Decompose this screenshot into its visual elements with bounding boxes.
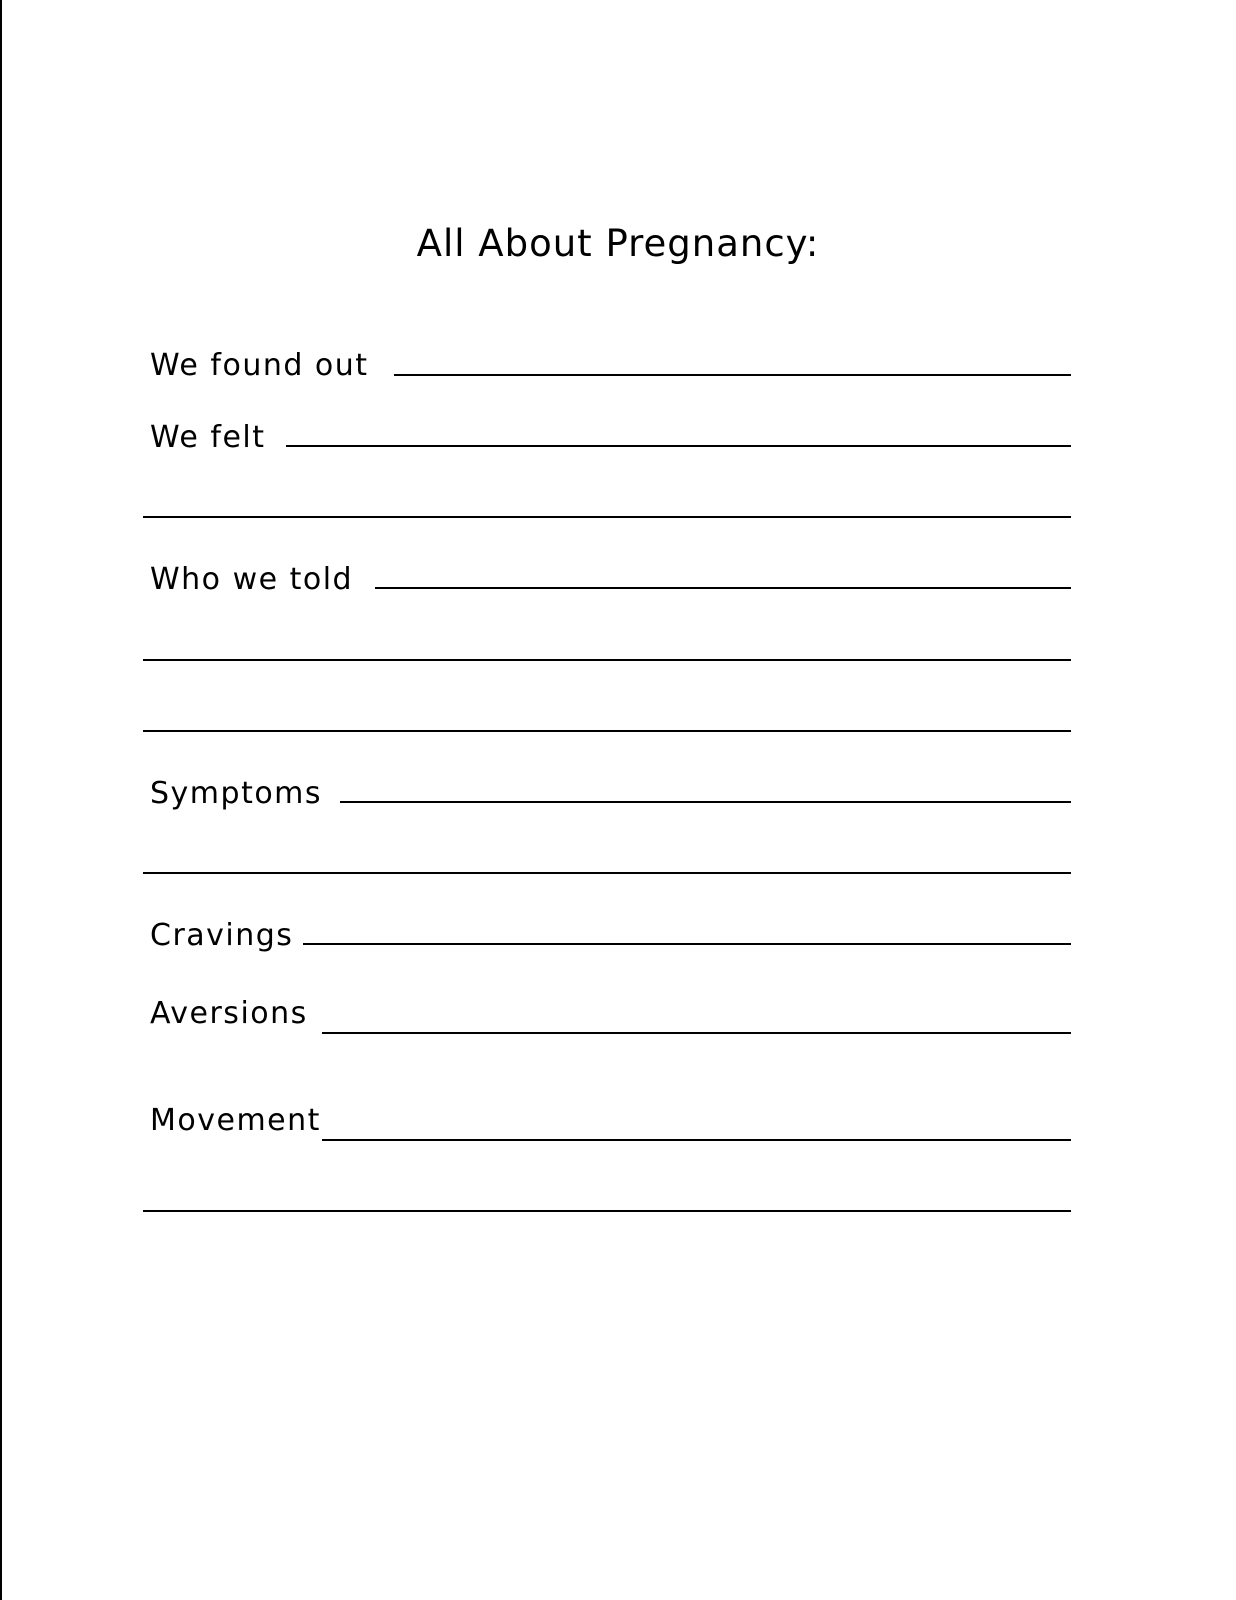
answer-line-who-we-told-continued[interactable] [143, 659, 1071, 661]
answer-line-symptoms-continued[interactable] [143, 872, 1071, 874]
answer-line-movement[interactable] [322, 1139, 1071, 1141]
answer-line-aversions[interactable] [322, 1032, 1071, 1034]
field-label-symptoms: Symptoms [150, 776, 323, 811]
field-label-who-we-told: Who we told [150, 562, 354, 597]
answer-line-found-out[interactable] [394, 374, 1071, 376]
field-label-aversions: Aversions [150, 996, 308, 1031]
field-label-cravings: Cravings [150, 918, 294, 953]
answer-line-who-we-told-continued[interactable] [143, 730, 1071, 732]
field-label-movement: Movement [150, 1103, 321, 1138]
field-label-felt: We felt [150, 420, 266, 455]
page-title: All About Pregnancy: [416, 222, 820, 265]
answer-line-felt-continued[interactable] [143, 516, 1071, 518]
answer-line-who-we-told[interactable] [375, 587, 1071, 589]
answer-line-cravings[interactable] [303, 943, 1071, 945]
answer-line-movement-continued[interactable] [143, 1210, 1071, 1212]
field-label-found-out: We found out [150, 348, 369, 383]
answer-line-symptoms[interactable] [340, 801, 1071, 803]
answer-line-felt[interactable] [286, 445, 1071, 447]
